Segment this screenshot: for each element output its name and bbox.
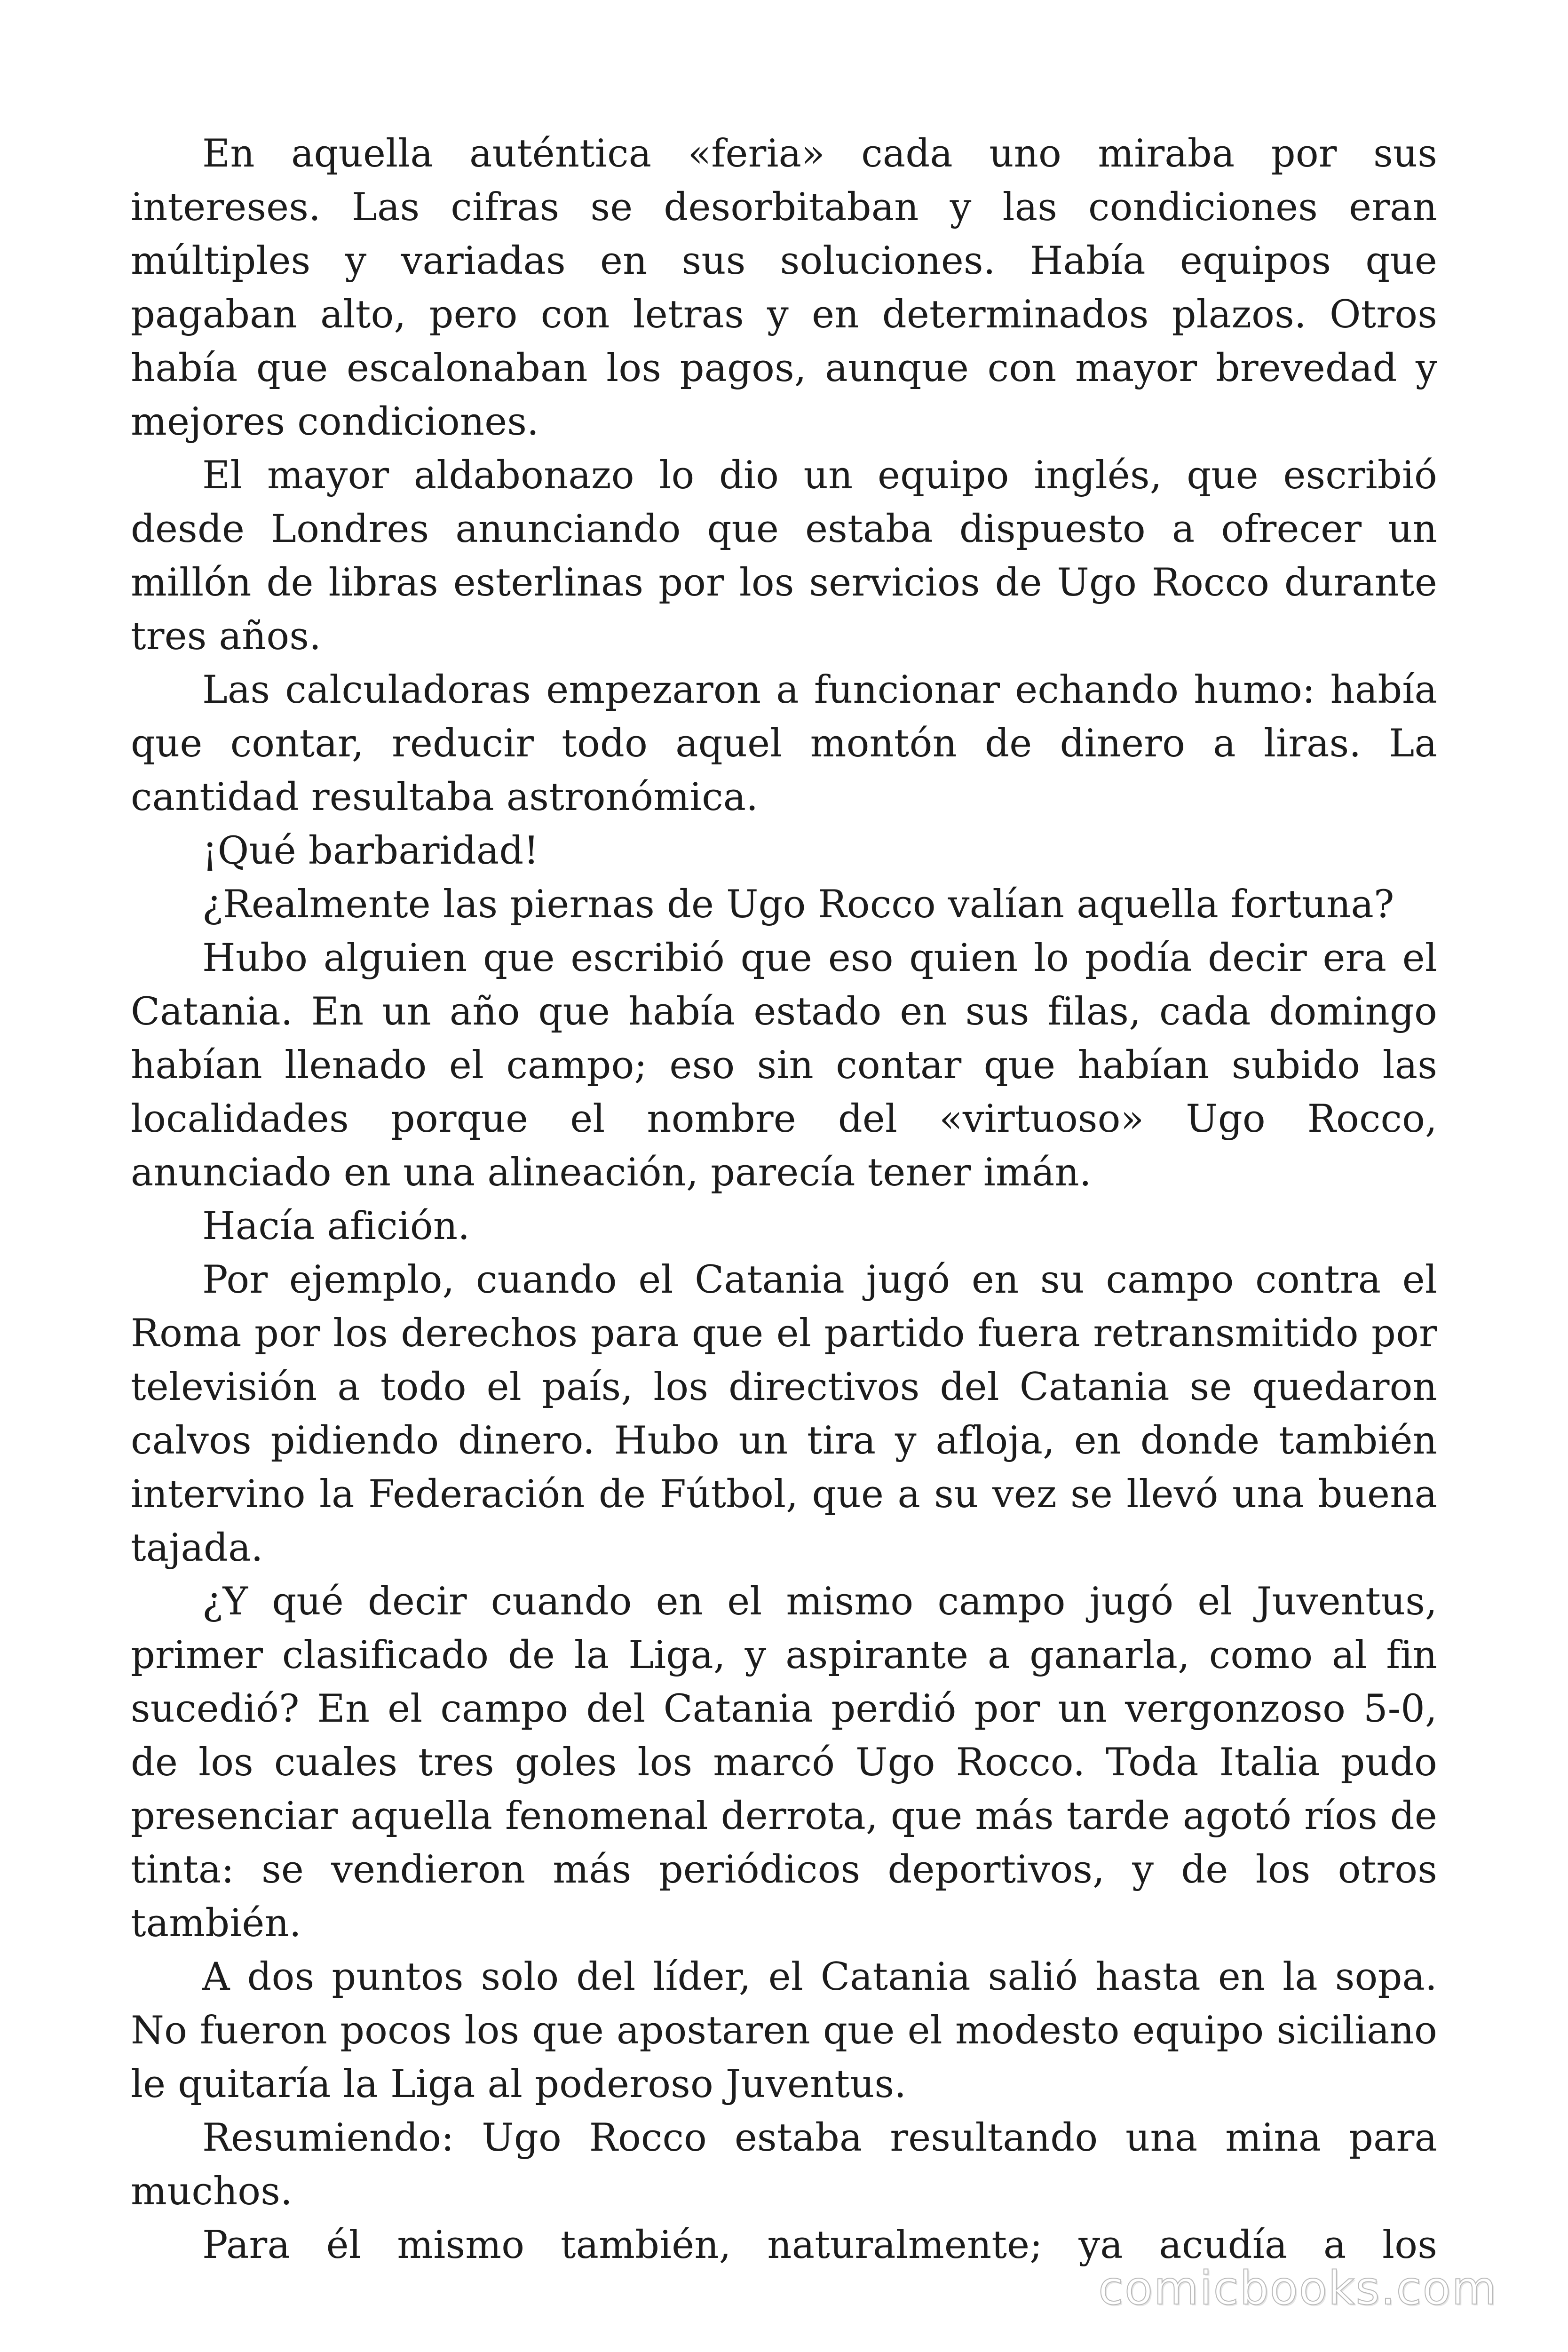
paragraph-12: Para él mismo también, naturalmente; ya acudía a los: [202, 2223, 1437, 2267]
paragraph-4: ¡Qué barbaridad!: [202, 829, 539, 873]
paragraph-6: Hubo alguien que escribió que eso quien lo podía decir era el Catania. En un año que había estado en sus filas, cada domingo habían llenado el campo; eso sin contar que habían subido las localidades porque el nombre del «virtuoso» Ugo Rocco, anunciado en una alineación, parecía tener imán.: [131, 936, 1437, 1195]
paragraph-11: Resumiendo: Ugo Rocco estaba resultando una mina para muchos.: [131, 2116, 1437, 2214]
paragraph-3: Las calculadoras empezaron a funcionar echando humo: había que contar, reducir todo aquel montón de dinero a liras. La cantidad resultaba astronómica.: [131, 668, 1437, 819]
paragraph-10: A dos puntos solo del líder, el Catania salió hasta en la sopa. No fueron pocos los que apostaren que el modesto equipo siciliano le quitaría la Liga al poderoso Juventus.: [131, 1955, 1437, 2106]
watermark-logo: comicbooks.com: [1098, 2262, 1497, 2315]
paragraph-2: El mayor aldabonazo lo dio un equipo inglés, que escribió desde Londres anunciando que estaba dispuesto a ofrecer un millón de libras esterlinas por los servicios de Ugo Rocco durante tres años.: [131, 453, 1437, 659]
paragraph-5: ¿Realmente las piernas de Ugo Rocco valían aquella fortuna?: [202, 882, 1394, 927]
book-page-text: [131, 127, 1437, 2272]
paragraph-7: Hacía afición.: [202, 1204, 470, 1248]
paragraph-8: Por ejemplo, cuando el Catania jugó en su campo contra el Roma por los derechos para que el partido fuera retransmitido por televisión a todo el país, los directivos del Catania se quedaron calvos pidiendo dinero. Hubo un tira y afloja, en donde también intervino la Federación de Fútbol, que a su vez se llevó una buena tajada.: [131, 1258, 1437, 1570]
paragraph-9: ¿Y qué decir cuando en el mismo campo jugó el Juventus, primer clasificado de la Liga, y aspirante a ganarla, como al fin sucedió? En el campo del Catania perdió por un vergonzoso 5-0, de los cuales tres goles los marcó Ugo Rocco. Toda Italia pudo presenciar aquella fenomenal derrota, que más tarde agotó ríos de tinta: se vendieron más periódicos deportivos, y de los otros también.: [131, 1580, 1437, 1946]
paragraph-1: En aquella auténtica «feria» cada uno miraba por sus intereses. Las cifras se desorbitaban y las condiciones eran múltiples y variadas en sus soluciones. Había equipos que pagaban alto, pero con letras y en determinados plazos. Otros había que escalonaban los pagos, aunque con mayor brevedad y mejores condiciones.: [131, 132, 1437, 444]
